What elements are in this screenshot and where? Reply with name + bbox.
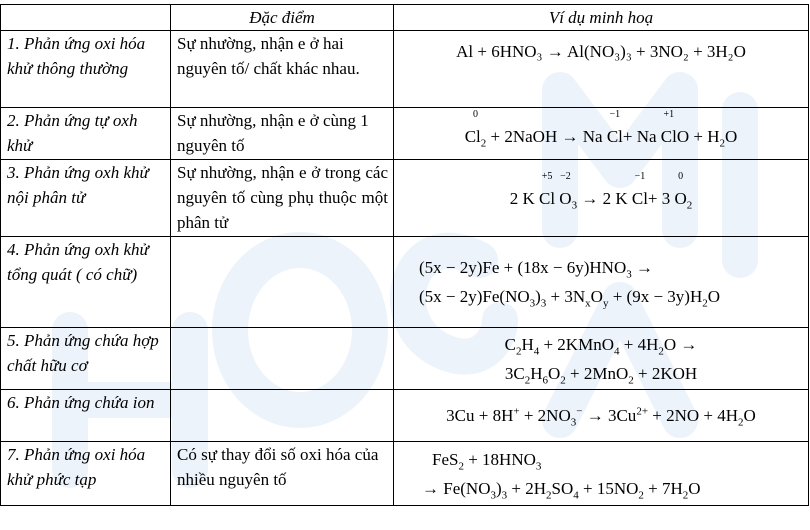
reaction-type: 3. Phản ứng oxh khử nội phân tử — [1, 160, 171, 237]
reaction-example — [394, 390, 809, 442]
reaction-example — [394, 237, 809, 328]
oxidation-state: 0 — [472, 109, 478, 120]
reaction-example — [394, 160, 809, 237]
redox-classification-table — [0, 4, 809, 506]
oxidation-state: −2 — [560, 170, 571, 182]
table-row — [1, 328, 809, 390]
table-row — [1, 237, 809, 328]
equation-line: $(5x - 2y)Fe(NO_3)_3 + 3N_xO_y + (9x - 3y)H_2O$ — [419, 287, 721, 310]
equation: $3Cu + 8H^+ + 2NO_3^- \to 3Cu^{2+} + 2NO + 4H_2O$ — [446, 405, 756, 429]
header-empty — [1, 5, 171, 31]
table-row — [1, 31, 809, 108]
reaction-feature — [171, 237, 394, 328]
reaction-type: 4. Phản ứng oxh khử tổng quát ( có chữ) — [1, 237, 171, 328]
table-row — [1, 108, 809, 160]
equation-line: $3C_2H_6O_2 + 2MnO_2 + 2KOH$ — [504, 363, 698, 386]
reaction-feature: Sự nhường, nhận e ở cùng 1 nguyên tố — [171, 108, 394, 160]
oxidation-state: +5 — [541, 170, 553, 182]
reaction-example — [394, 31, 809, 108]
reaction-type: 1. Phản ứng oxi hóa khử thông thường — [1, 31, 171, 108]
equation: $Cl_2$ 0 + 2NaOH → Na Cl −1 + Na Cl +1 $O + H_2O$ — [464, 109, 738, 150]
reaction-example — [394, 328, 809, 390]
equation: 2 K Cl +5 O −2 $_3$ → 2 K Cl −1 + 3 O 0 $_2$ — [509, 170, 693, 211]
equation-line: → $Fe(NO_3)_3 + 2H_2SO_4 + 15NO_2 + 7H_2O$ — [422, 478, 701, 501]
equation: Al + 6HNO₃ → Al(NO₃)₃ + 3NO₂ + 3H₂O — [456, 42, 746, 61]
header-example: Ví dụ minh hoạ — [394, 5, 809, 31]
table-row — [1, 390, 809, 442]
reaction-type: 5. Phản ứng chứa hợp chất hữu cơ — [1, 328, 171, 390]
oxidation-state: −1 — [634, 170, 646, 182]
reaction-example — [394, 108, 809, 160]
oxidation-state: −1 — [609, 109, 621, 120]
table-header-row — [1, 5, 809, 31]
reaction-feature: Sự nhường, nhận e ở trong các nguyên tố cùng phụ thuộc một phân tử — [171, 160, 394, 237]
table-row — [1, 160, 809, 237]
reaction-example — [394, 442, 809, 506]
reaction-type: 2. Phản ứng tự oxh khử — [1, 108, 171, 160]
reaction-type: 7. Phản ứng oxi hóa khử phức tạp — [1, 442, 171, 506]
reaction-feature: Sự nhường, nhận e ở hai nguyên tố/ chất khác nhau. — [171, 31, 394, 108]
header-feature: Đặc điểm — [171, 5, 394, 31]
reaction-type: 6. Phản ứng chứa ion — [1, 390, 171, 442]
oxidation-state: 0 — [678, 170, 684, 182]
table-row — [1, 442, 809, 506]
reaction-feature: Có sự thay đổi số oxi hóa của nhiều nguyên tố — [171, 442, 394, 506]
reaction-feature — [171, 328, 394, 390]
reaction-feature — [171, 390, 394, 442]
equation-line: $FeS_2 + 18HNO_3$ — [432, 449, 542, 472]
equation-line: $C_2H_4$ + 2KMnO$_4$ + $4H_2O$ → — [504, 334, 698, 357]
oxidation-state: +1 — [663, 109, 675, 120]
equation-line: $(5x - 2y)Fe + (18x - 6y)HNO_3$ → — [419, 258, 653, 281]
